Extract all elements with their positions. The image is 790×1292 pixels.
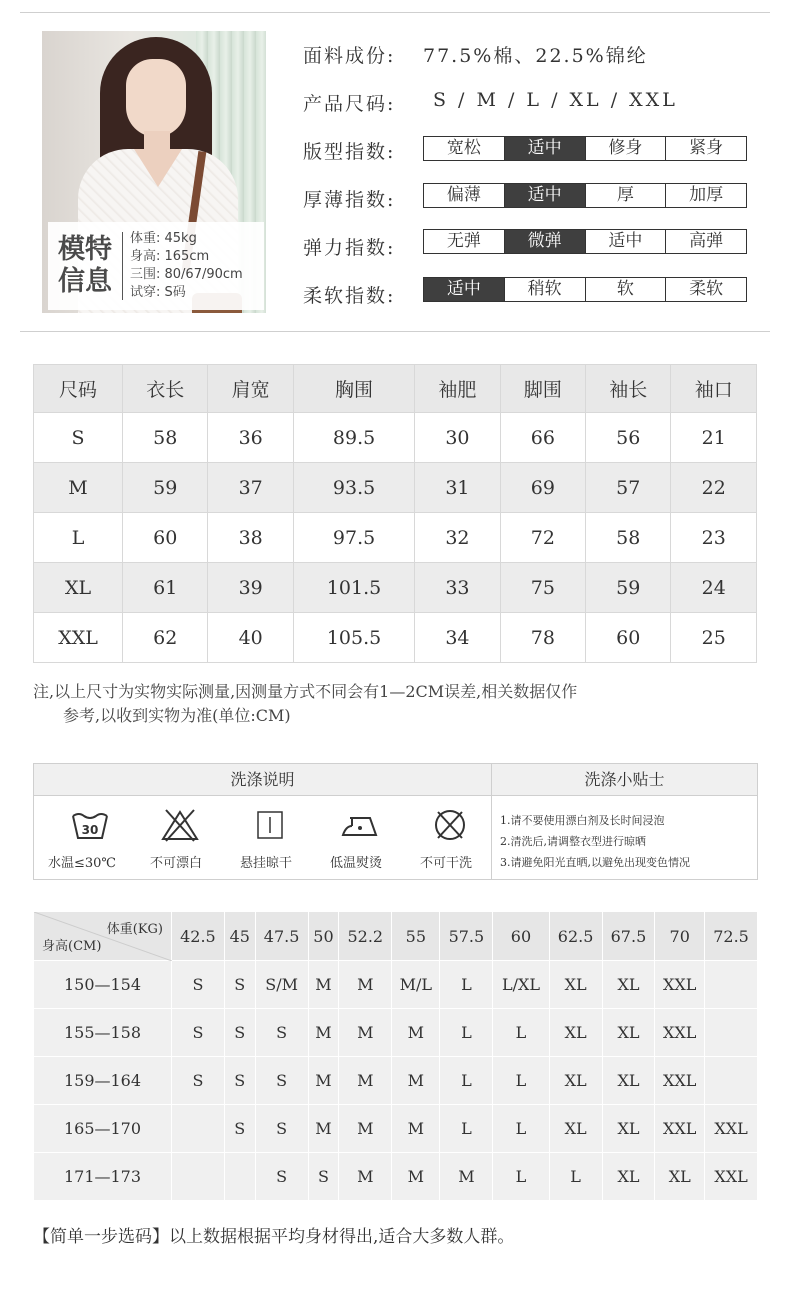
- size-cell: S: [224, 961, 255, 1009]
- model-tried-size: 试穿: S码: [130, 285, 186, 300]
- weight-header-cell: 67.5: [602, 912, 655, 961]
- table-cell: 89.5: [293, 413, 414, 463]
- size-cell: L: [440, 1105, 493, 1153]
- thickness-index-scale: [423, 183, 747, 208]
- size-cell: L/XL: [493, 961, 549, 1009]
- scale-option: 修身: [585, 137, 666, 160]
- no-bleach-label: 不可漂白: [150, 856, 203, 871]
- fit-index-scale: [423, 136, 747, 161]
- size-cell: XL: [655, 1153, 705, 1201]
- table-cell: 38: [208, 513, 293, 563]
- weight-header-cell: 57.5: [440, 912, 493, 961]
- scale-option: 加厚: [665, 184, 746, 207]
- weight-header-cell: 70: [655, 912, 705, 961]
- table-cell: 25: [671, 613, 757, 663]
- table-cell: 66: [500, 413, 585, 463]
- table-cell: 肩宽: [208, 365, 293, 413]
- size-cell: XL: [602, 1105, 655, 1153]
- size-cell: XL: [549, 1057, 602, 1105]
- table-cell: 32: [415, 513, 500, 563]
- size-cell: XL: [602, 961, 655, 1009]
- scale-option: 适中: [424, 278, 504, 301]
- no-dry-clean-icon: [430, 808, 470, 842]
- size-cell: M: [440, 1153, 493, 1201]
- fit-row: [34, 1057, 758, 1105]
- no-bleach-icon: [160, 808, 200, 842]
- size-cell: L: [549, 1153, 602, 1201]
- table-cell: 62: [123, 613, 208, 663]
- table-cell: M: [34, 463, 123, 513]
- weight-header-cell: 45: [224, 912, 255, 961]
- size-cell: S: [172, 961, 225, 1009]
- size-cell: [172, 1105, 225, 1153]
- size-cell: XL: [549, 1009, 602, 1057]
- height-axis-label: 身高(CM): [42, 939, 102, 954]
- table-cell: 24: [671, 563, 757, 613]
- size-cell: XXL: [705, 1105, 758, 1153]
- washing-tip: 2.清洗后,请调整衣型进行晾晒: [500, 835, 646, 848]
- measurement-note: [33, 680, 753, 728]
- washing-instructions-title: 洗涤说明: [34, 764, 491, 796]
- thickness-index-label: 厚薄指数:: [303, 189, 396, 211]
- size-cell: M: [308, 1105, 339, 1153]
- size-cell: [224, 1153, 255, 1201]
- model-info-separator: [122, 232, 123, 300]
- size-cell: M: [308, 1009, 339, 1057]
- size-cell: XXL: [655, 1009, 705, 1057]
- size-cell: XL: [549, 1105, 602, 1153]
- size-cell: L: [440, 961, 493, 1009]
- washing-tip: 3.请避免阳光直晒,以避免出现变色情况: [500, 856, 690, 869]
- size-cell: XXL: [655, 961, 705, 1009]
- size-cell: XXL: [705, 1153, 758, 1201]
- table-cell: 袖口: [671, 365, 757, 413]
- weight-header-cell: 60: [493, 912, 549, 961]
- height-range-cell: 159—164: [34, 1057, 172, 1105]
- size-cell: M: [392, 1105, 440, 1153]
- height-range-cell: 171—173: [34, 1153, 172, 1201]
- table-cell: 23: [671, 513, 757, 563]
- table-cell: 36: [208, 413, 293, 463]
- weight-header-cell: 52.2: [339, 912, 392, 961]
- washing-tips-title: 洗涤小贴士: [492, 764, 757, 796]
- size-cell: S: [172, 1009, 225, 1057]
- size-cell: S: [255, 1057, 308, 1105]
- table-cell: L: [34, 513, 123, 563]
- fit-index-label: 版型指数:: [303, 141, 396, 163]
- model-info-box: [48, 222, 264, 310]
- scale-option: 适中: [585, 230, 666, 253]
- scale-option: 微弹: [504, 230, 585, 253]
- size-cell: M: [392, 1057, 440, 1105]
- size-cell: L: [493, 1057, 549, 1105]
- table-cell: 袖肥: [415, 365, 500, 413]
- size-cell: M: [339, 961, 392, 1009]
- size-cell: S: [224, 1009, 255, 1057]
- size-cell: XL: [602, 1153, 655, 1201]
- table-cell: 胸围: [293, 365, 414, 413]
- table-cell: 69: [500, 463, 585, 513]
- size-row: [34, 613, 757, 663]
- table-cell: 40: [208, 613, 293, 663]
- weight-header-row: [34, 912, 758, 961]
- footer-note: 【简单一步选码】以上数据根据平均身材得出,适合大多数人群。: [33, 1227, 515, 1247]
- no-dry-clean-label: 不可干洗: [420, 856, 473, 871]
- wash-30-icon: [70, 808, 110, 842]
- washing-tips-list: [500, 810, 690, 873]
- size-chart-table: [33, 364, 757, 663]
- table-cell: 尺码: [34, 365, 123, 413]
- hang-dry-label: 悬挂晾干: [240, 856, 293, 871]
- scale-option: 柔软: [665, 278, 746, 301]
- weight-axis-label: 体重(KG): [106, 922, 163, 937]
- weight-header-cell: 47.5: [255, 912, 308, 961]
- size-cell: L: [440, 1057, 493, 1105]
- size-cell: S: [255, 1153, 308, 1201]
- size-cell: [705, 961, 758, 1009]
- sizes-value: S / M / L / XL / XXL: [433, 89, 678, 111]
- table-cell: 57: [586, 463, 671, 513]
- size-cell: M: [308, 961, 339, 1009]
- low-iron-icon: [340, 808, 380, 842]
- table-cell: 58: [123, 413, 208, 463]
- size-cell: M: [339, 1105, 392, 1153]
- size-cell: S: [224, 1057, 255, 1105]
- table-cell: 105.5: [293, 613, 414, 663]
- table-cell: 脚围: [500, 365, 585, 413]
- table-cell: 59: [586, 563, 671, 613]
- scale-option: 偏薄: [446, 185, 481, 205]
- height-range-cell: 165—170: [34, 1105, 172, 1153]
- size-cell: M: [339, 1153, 392, 1201]
- table-cell: 58: [586, 513, 671, 563]
- table-cell: 93.5: [293, 463, 414, 513]
- size-cell: M: [339, 1009, 392, 1057]
- weight-header-cell: 50: [308, 912, 339, 961]
- size-cell: S: [308, 1153, 339, 1201]
- fabric-label: 面料成份:: [303, 45, 396, 67]
- scale-option: 无弹: [446, 231, 481, 251]
- size-cell: M: [339, 1057, 392, 1105]
- size-row: [34, 463, 757, 513]
- scale-option: 紧身: [665, 137, 746, 160]
- size-cell: XL: [602, 1057, 655, 1105]
- table-cell: 33: [415, 563, 500, 613]
- wash-temp-text: 30: [81, 823, 99, 837]
- size-row: [34, 513, 757, 563]
- size-cell: XL: [549, 961, 602, 1009]
- height-weight-corner: [34, 912, 172, 961]
- table-cell: 72: [500, 513, 585, 563]
- table-cell: XXL: [34, 613, 123, 663]
- table-cell: 56: [586, 413, 671, 463]
- elasticity-index-scale: [423, 229, 747, 254]
- model-measurements: 三围: 80/67/90cm: [130, 267, 243, 282]
- table-cell: S: [34, 413, 123, 463]
- height-range-cell: 155—158: [34, 1009, 172, 1057]
- note-line-1: 注,以上尺寸为实物实际测量,因测量方式不同会有1—2CM误差,相关数据仅作: [33, 682, 578, 701]
- size-cell: L: [493, 1105, 549, 1153]
- size-cell: [172, 1153, 225, 1201]
- size-cell: L: [493, 1009, 549, 1057]
- size-cell: L: [440, 1009, 493, 1057]
- fit-row: [34, 961, 758, 1009]
- washing-tip: 1.请不要使用漂白剂及长时间浸泡: [500, 814, 665, 827]
- table-cell: 31: [415, 463, 500, 513]
- softness-index-scale: [423, 277, 747, 302]
- note-line-2: 参考,以收到实物为准(单位:CM): [63, 706, 291, 725]
- scale-option: 厚: [585, 184, 666, 207]
- scale-option: 适中: [504, 184, 585, 207]
- scale-option: 稍软: [504, 278, 585, 301]
- table-cell: 61: [123, 563, 208, 613]
- table-cell: 59: [123, 463, 208, 513]
- size-cell: L: [493, 1153, 549, 1201]
- size-cell: [705, 1057, 758, 1105]
- low-iron-label: 低温熨烫: [330, 856, 383, 871]
- weight-header-cell: 55: [392, 912, 440, 961]
- size-cell: S: [224, 1105, 255, 1153]
- washing-panel: [33, 763, 758, 880]
- table-cell: 78: [500, 613, 585, 663]
- softness-index-label: 柔软指数:: [303, 285, 396, 307]
- size-cell: M: [308, 1057, 339, 1105]
- fit-row: [34, 1153, 758, 1201]
- table-cell: XL: [34, 563, 123, 613]
- table-cell: 39: [208, 563, 293, 613]
- table-cell: 衣长: [123, 365, 208, 413]
- size-cell: S: [255, 1009, 308, 1057]
- scale-option: 适中: [504, 137, 585, 160]
- washing-divider: [491, 764, 492, 879]
- fit-row: [34, 1009, 758, 1057]
- size-cell: M: [392, 1009, 440, 1057]
- sizes-label: 产品尺码:: [303, 93, 396, 115]
- table-cell: 30: [415, 413, 500, 463]
- model-weight: 体重: 45kg: [130, 231, 197, 246]
- table-cell: 袖长: [586, 365, 671, 413]
- size-cell: S: [255, 1105, 308, 1153]
- section-divider: [20, 331, 770, 332]
- height-range-cell: 150—154: [34, 961, 172, 1009]
- size-cell: S: [172, 1057, 225, 1105]
- table-cell: 60: [123, 513, 208, 563]
- weight-header-cell: 42.5: [172, 912, 225, 961]
- size-cell: M/L: [392, 961, 440, 1009]
- table-cell: 22: [671, 463, 757, 513]
- elasticity-index-label: 弹力指数:: [303, 237, 396, 259]
- scale-option: 高弹: [665, 230, 746, 253]
- top-divider: [20, 12, 770, 13]
- size-cell: XXL: [655, 1057, 705, 1105]
- hang-dry-icon: [250, 808, 290, 842]
- size-recommendation-table: [33, 911, 758, 1201]
- table-cell: 21: [671, 413, 757, 463]
- size-row: [34, 413, 757, 463]
- size-row: [34, 563, 757, 613]
- size-header-row: [34, 365, 757, 413]
- model-info-title: 模特 信息: [58, 234, 112, 297]
- size-cell: XXL: [655, 1105, 705, 1153]
- table-cell: 37: [208, 463, 293, 513]
- weight-header-cell: 72.5: [705, 912, 758, 961]
- model-stats: [130, 230, 243, 302]
- scale-option: 宽松: [446, 138, 481, 158]
- size-cell: S/M: [255, 961, 308, 1009]
- table-cell: 75: [500, 563, 585, 613]
- fit-row: [34, 1105, 758, 1153]
- weight-header-cell: 62.5: [549, 912, 602, 961]
- table-cell: 60: [586, 613, 671, 663]
- wash-temp-label: 水温≤30℃: [48, 856, 116, 871]
- size-cell: XL: [602, 1009, 655, 1057]
- fabric-value: 77.5%棉、22.5%锦纶: [423, 45, 648, 67]
- table-cell: 101.5: [293, 563, 414, 613]
- size-cell: M: [392, 1153, 440, 1201]
- table-cell: 97.5: [293, 513, 414, 563]
- scale-option: 软: [585, 278, 666, 301]
- model-height: 身高: 165cm: [130, 249, 210, 264]
- size-cell: [705, 1009, 758, 1057]
- table-cell: 34: [415, 613, 500, 663]
